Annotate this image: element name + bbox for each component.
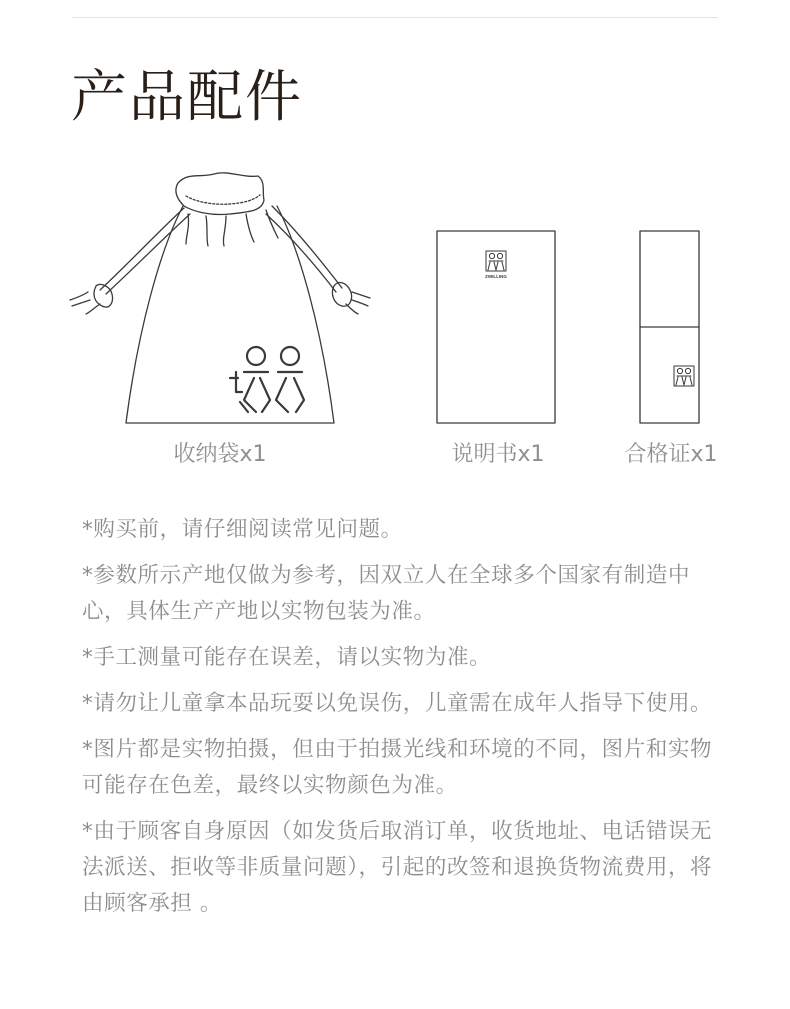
page-title: 产品配件 — [71, 65, 303, 130]
top-divider — [72, 17, 718, 18]
accessory-label-certificate: 合格证x1 — [624, 442, 718, 467]
note-item: *手工测量可能存在误差，请以实物为准。 — [82, 645, 492, 670]
note-item: *购买前，请仔细阅读常见问题。 — [82, 517, 403, 542]
note-item: *参数所示产地仅做为参考，因双立人在全球多个国家有制造中心，具体生产产地以实物包装为准。 — [82, 563, 691, 624]
note-item: *图片都是实物拍摄，但由于拍摄光线和环境的不同，图片和实物可能存在色差，最终以实物颜色为准。 — [82, 737, 713, 798]
manual-booklet-icon — [437, 231, 555, 423]
drawstring-bag-icon — [70, 173, 370, 423]
accessory-label-manual: 说明书x1 — [451, 442, 545, 467]
note-item: *请勿让儿童拿本品玩耍以免误伤，儿童需在成年人指导下使用。 — [82, 691, 713, 716]
accessory-label-bag: 收纳袋x1 — [173, 442, 267, 467]
note-item: *由于顾客自身原因（如发货后取消订单，收货地址、电话错误无法派送、拒收等非质量问题），引起的改签和退换货物流费用，将由顾客承担 。 — [82, 819, 713, 916]
certificate-card-icon — [640, 231, 699, 423]
brand-logo-text: ZWILLING — [485, 274, 507, 279]
notes-list — [70, 512, 730, 932]
